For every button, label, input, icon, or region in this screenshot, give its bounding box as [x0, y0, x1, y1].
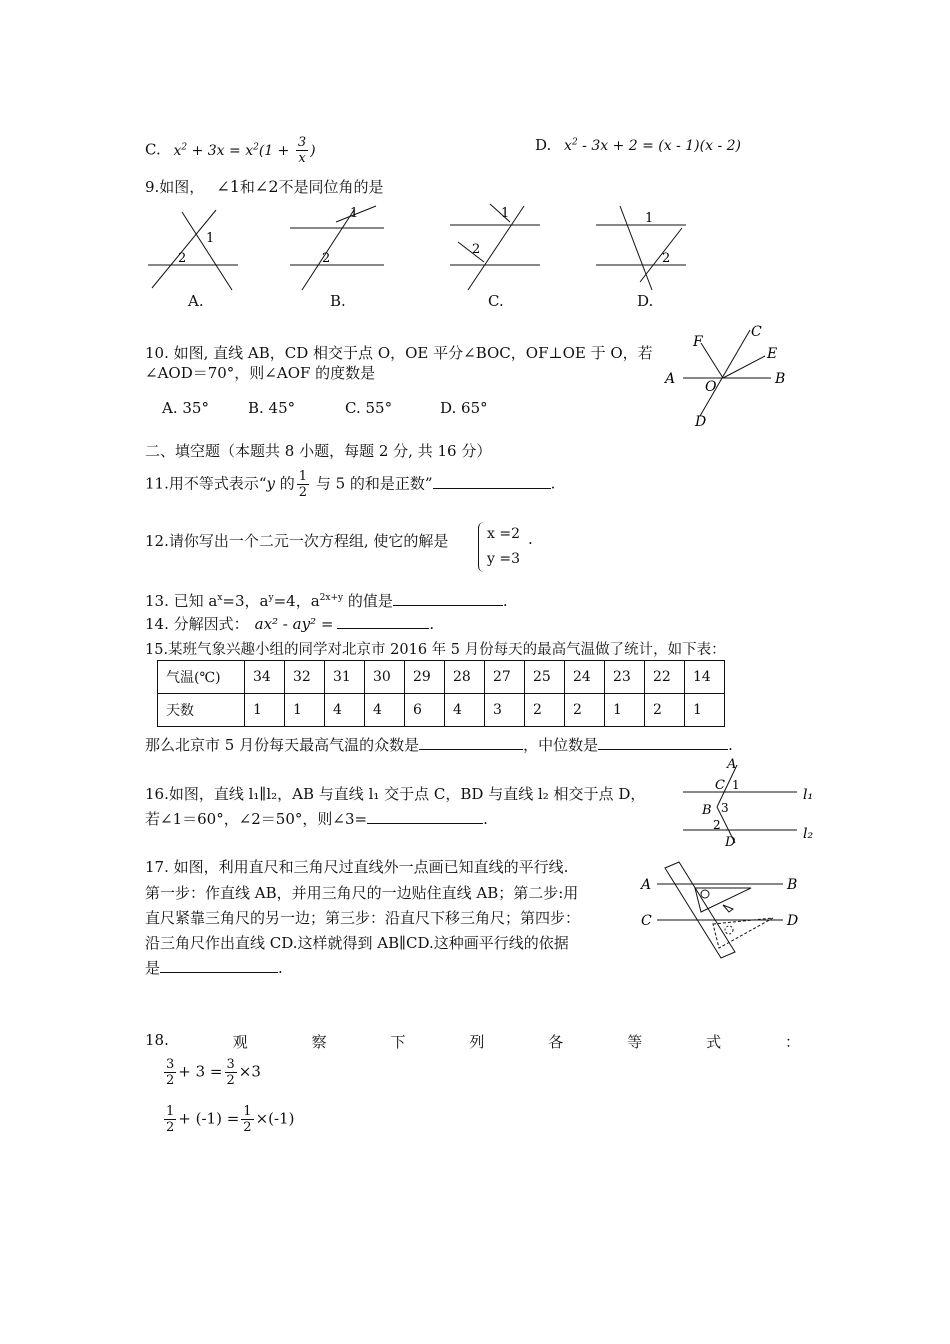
option-d-expression: $x^2 - 3x + 2 = (x - 1)(x - 2)$ — [564, 137, 742, 154]
q15-stem: 15.某班气象兴趣小组的同学对北京市 2016 年 5 月份每天的最高气温做了统计，如下表： — [145, 642, 726, 658]
table-row: 气温(℃) 34 32 31 30 29 28 27 25 24 23 22 14 — [158, 661, 725, 694]
q10-stem-line1: 10. 如图, 直线 AB，CD 相交于点 O，OE 平分∠BOC，OF⊥OE 于 O，若 — [145, 344, 653, 362]
q10-option-b: B. 45° — [248, 399, 296, 417]
q18-stem: 18. 观 察 下 列 各 等 式 ： — [145, 1031, 800, 1051]
q15-question: 那么北京市 5 月份每天最高气温的众数是 ，中位数是 . — [145, 736, 733, 754]
svg-text:1: 1 — [645, 211, 654, 226]
q16-figure — [675, 755, 825, 855]
q10-option-c: C. 55° — [345, 399, 393, 417]
svg-text:A: A — [727, 757, 737, 772]
q10-figure — [655, 318, 805, 433]
table-row: 天数 1 1 4 4 6 4 3 2 2 1 2 1 — [158, 694, 725, 727]
svg-text:l₂: l₂ — [803, 826, 814, 842]
q16-stem-line1: 16.如图，直线 l₁∥l₂，AB 与直线 l₁ 交于点 C，BD 与直线 l₂ 相交于点 D， — [145, 785, 646, 803]
q9-figure-c — [450, 204, 540, 290]
q18-equation-1: $\frac{3}{2}$ + 3 = $\frac{3}{2}$ ×3 — [166, 1057, 261, 1088]
q17-line5: 是 . — [145, 959, 283, 977]
q14-answer-blank[interactable] — [337, 614, 429, 629]
svg-text:C: C — [715, 778, 725, 793]
svg-text:E: E — [767, 346, 778, 362]
svg-text:A: A — [641, 877, 652, 893]
q17-line3: 直尺紧靠三角尺的另一边；第三步：沿直尺下移三角尺；第四步： — [145, 909, 581, 927]
q10-stem-line2: ∠AOD＝70°，则∠AOF 的度数是 — [145, 364, 376, 382]
svg-text:F: F — [693, 334, 703, 350]
q16-answer-blank[interactable] — [367, 809, 483, 824]
q15-median-blank[interactable] — [598, 735, 728, 750]
q8-option-d — [535, 136, 741, 154]
q11-answer-blank[interactable] — [433, 474, 551, 489]
option-label: D. — [535, 136, 552, 154]
q17-figure — [635, 860, 815, 970]
svg-text:B: B — [775, 371, 786, 387]
q12-system: x =2 y =3 — [478, 522, 520, 572]
q17-line2: 第一步：作直线 AB，并用三角尺的一边贴住直线 AB；第二步:用 — [145, 884, 579, 902]
svg-text:D: D — [695, 414, 707, 430]
svg-text:C: C — [751, 324, 762, 340]
q18-equation-2: $\frac{1}{2}$ + (-1) = $\frac{1}{2}$ ×(-1) — [166, 1104, 295, 1135]
q9-label-b: B. — [330, 292, 346, 310]
q10-option-d: D. 65° — [440, 399, 488, 417]
option-c-expression: $x^2 + 3x = x^2(1$ + $\frac{3}{x}$ ) — [173, 135, 316, 166]
q16-stem-line2: 若∠1＝60°，∠2＝50°，则∠3= . — [145, 810, 488, 828]
q9-label-a: A. — [188, 292, 204, 310]
row-header: 气温(℃) — [158, 661, 245, 694]
svg-text:B: B — [787, 877, 798, 893]
q12-text: 12.请你写出一个二元一次方程组, 使它的解是 — [145, 532, 449, 550]
svg-text:2: 2 — [178, 251, 187, 266]
q11: 11.用不等式表示“y 的 $\frac{1}{2}$ 与 5 的和是正数” . — [145, 469, 556, 500]
svg-text:3: 3 — [721, 801, 729, 815]
q13: 13. 已知 $a^x=3$，$a^y=4$，$a^{2x+y}$ 的值是 . — [145, 592, 508, 610]
svg-text:1: 1 — [206, 231, 215, 246]
svg-text:A: A — [665, 371, 676, 387]
svg-text:D: D — [725, 835, 736, 850]
q10-option-a: A. 35° — [162, 399, 209, 417]
q17-line1: 17. 如图，利用直尺和三角尺过直线外一点画已知直线的平行线. — [145, 858, 569, 876]
svg-text:B: B — [702, 803, 712, 818]
svg-text:1: 1 — [732, 778, 740, 792]
q9-stem: 9.如图， ∠1和∠2不是同位角的是 — [145, 177, 384, 196]
q9-figure-b — [290, 206, 384, 290]
option-label: C. — [145, 140, 161, 159]
svg-text:O: O — [705, 379, 717, 395]
q9-figure-d — [596, 206, 686, 290]
q17-answer-blank[interactable] — [160, 958, 278, 973]
q9-label-c: C. — [488, 292, 504, 310]
svg-text:2: 2 — [662, 251, 671, 266]
q13-answer-blank[interactable] — [393, 591, 503, 606]
row-header: 天数 — [158, 694, 245, 727]
q8-option-c — [145, 136, 316, 165]
q9-label-d: D. — [637, 292, 654, 310]
q14: 14. 分解因式： ax² - ay² = . — [145, 615, 435, 633]
q17-line4: 沿三角尺作出直线 CD.这样就得到 AB∥CD.这种画平行线的依据 — [145, 934, 569, 952]
svg-text:C: C — [641, 913, 652, 929]
q15-mode-blank[interactable] — [419, 735, 523, 750]
temperature-table — [157, 660, 725, 727]
svg-text:2: 2 — [322, 251, 331, 266]
q9-figure-a — [148, 210, 238, 290]
section-2-heading: 二、填空题（本题共 8 小题，每题 2 分, 共 16 分） — [145, 442, 492, 460]
svg-text:D: D — [787, 913, 799, 929]
svg-text:1: 1 — [350, 206, 359, 221]
svg-text:2: 2 — [713, 818, 721, 832]
svg-text:l₁: l₁ — [803, 787, 814, 803]
svg-text:1: 1 — [501, 206, 510, 221]
svg-text:2: 2 — [472, 242, 481, 257]
q9-figures — [140, 200, 700, 300]
